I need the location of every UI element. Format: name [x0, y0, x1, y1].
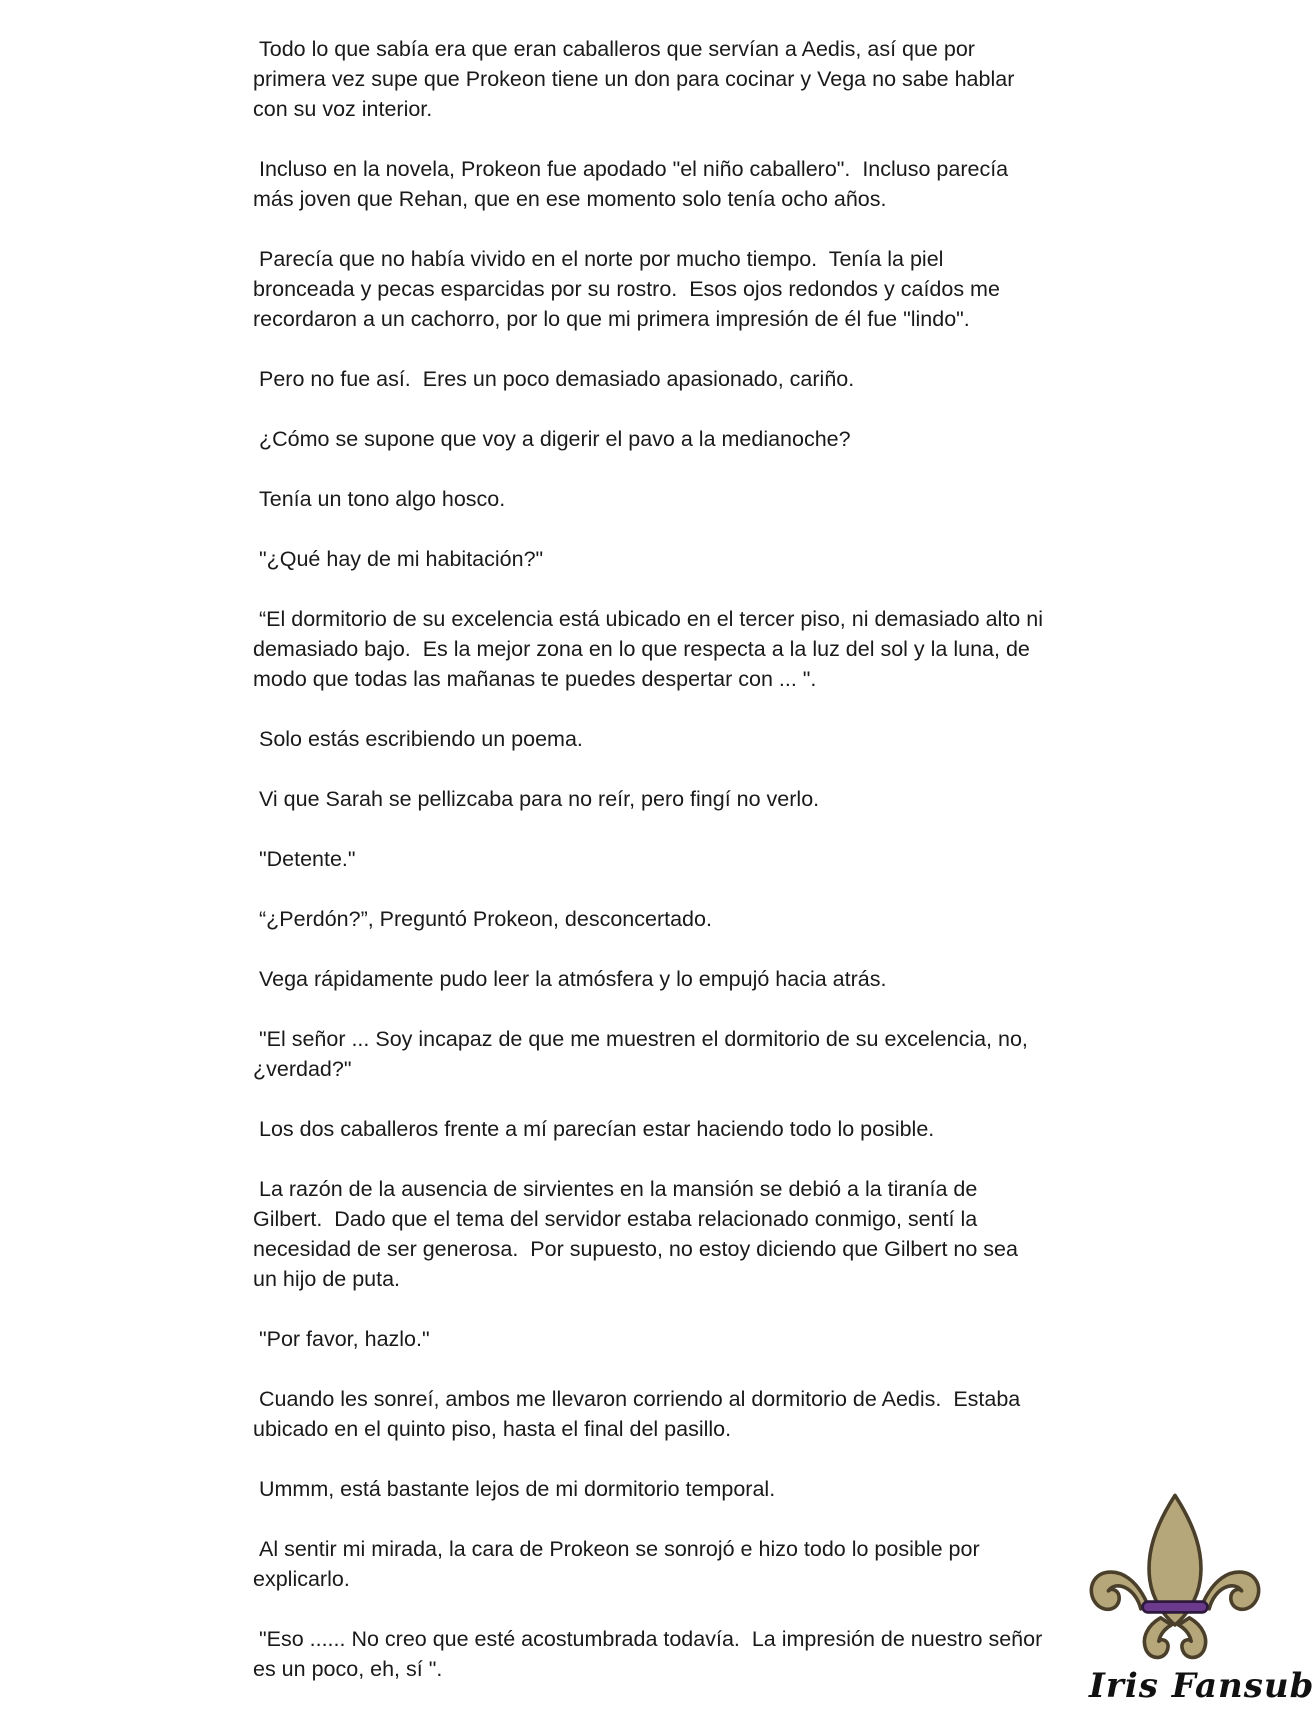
paragraph: Tenía un tono algo hosco. [253, 487, 506, 511]
paragraph: “El dormitorio de su excelencia está ubicado en el tercer piso, ni demasiado alto ni demasiado bajo. Es la mejor zona en lo que respecta a la luz del sol y la luna, de modo que todas las mañanas te puedes despertar con ... ". [253, 607, 1049, 691]
paragraph: La razón de la ausencia de sirvientes en la mansión se debió a la tiranía de Gilbert. Dado que el tema del servidor estaba relacionado conmigo, sentí la necesidad de ser generosa. Por supuesto, no estoy diciendo que Gilbert no sea un hijo de puta. [253, 1177, 1024, 1291]
paragraph: "¿Qué hay de mi habitación?" [253, 547, 544, 571]
paragraph: Pero no fue así. Eres un poco demasiado apasionado, cariño. [253, 367, 855, 391]
paragraph: "El señor ... Soy incapaz de que me muestren el dormitorio de su excelencia, no, ¿verdad?" [253, 1027, 1034, 1081]
paragraph: Incluso en la novela, Prokeon fue apodado "el niño caballero". Incluso parecía más joven que Rehan, que en ese momento solo tenía ocho años. [253, 157, 1015, 211]
paragraph: "Eso ...... No creo que esté acostumbrada todavía. La impresión de nuestro señor es un poco, eh, sí ". [253, 1627, 1049, 1681]
paragraph: Ummm, está bastante lejos de mi dormitorio temporal. [253, 1477, 776, 1501]
document-body [253, 34, 1049, 1714]
fleur-de-lis-icon [1085, 1490, 1265, 1670]
watermark [1075, 1490, 1314, 1708]
paragraph: "Detente." [253, 847, 356, 871]
paragraph: Al sentir mi mirada, la cara de Prokeon se sonrojó e hizo todo lo posible por explicarlo. [253, 1537, 986, 1591]
paragraph: Los dos caballeros frente a mí parecían estar haciendo todo lo posible. [253, 1117, 935, 1141]
paragraph: ¿Cómo se supone que voy a digerir el pavo a la medianoche? [253, 427, 851, 451]
watermark-text: Iris Fansub [1089, 1666, 1314, 1706]
paragraph: "Por favor, hazlo." [253, 1327, 430, 1351]
paragraph: Vega rápidamente pudo leer la atmósfera y lo empujó hacia atrás. [253, 967, 887, 991]
paragraph: Todo lo que sabía era que eran caballeros que servían a Aedis, así que por primera vez supe que Prokeon tiene un don para cocinar y Vega no sabe hablar con su voz interior. [253, 37, 1021, 121]
paragraph: Parecía que no había vivido en el norte por mucho tiempo. Tenía la piel bronceada y pecas esparcidas por su rostro. Esos ojos redondos y caídos me recordaron a un cachorro, por lo que mi primera impresión de él fue "lindo". [253, 247, 1006, 331]
paragraph: Solo estás escribiendo un poema. [253, 727, 583, 751]
paragraph: “¿Perdón?”, Preguntó Prokeon, desconcertado. [253, 907, 712, 931]
paragraph: Cuando les sonreí, ambos me llevaron corriendo al dormitorio de Aedis. Estaba ubicado en el quinto piso, hasta el final del pasillo. [253, 1387, 1027, 1441]
paragraph: Vi que Sarah se pellizcaba para no reír, pero fingí no verlo. [253, 787, 820, 811]
